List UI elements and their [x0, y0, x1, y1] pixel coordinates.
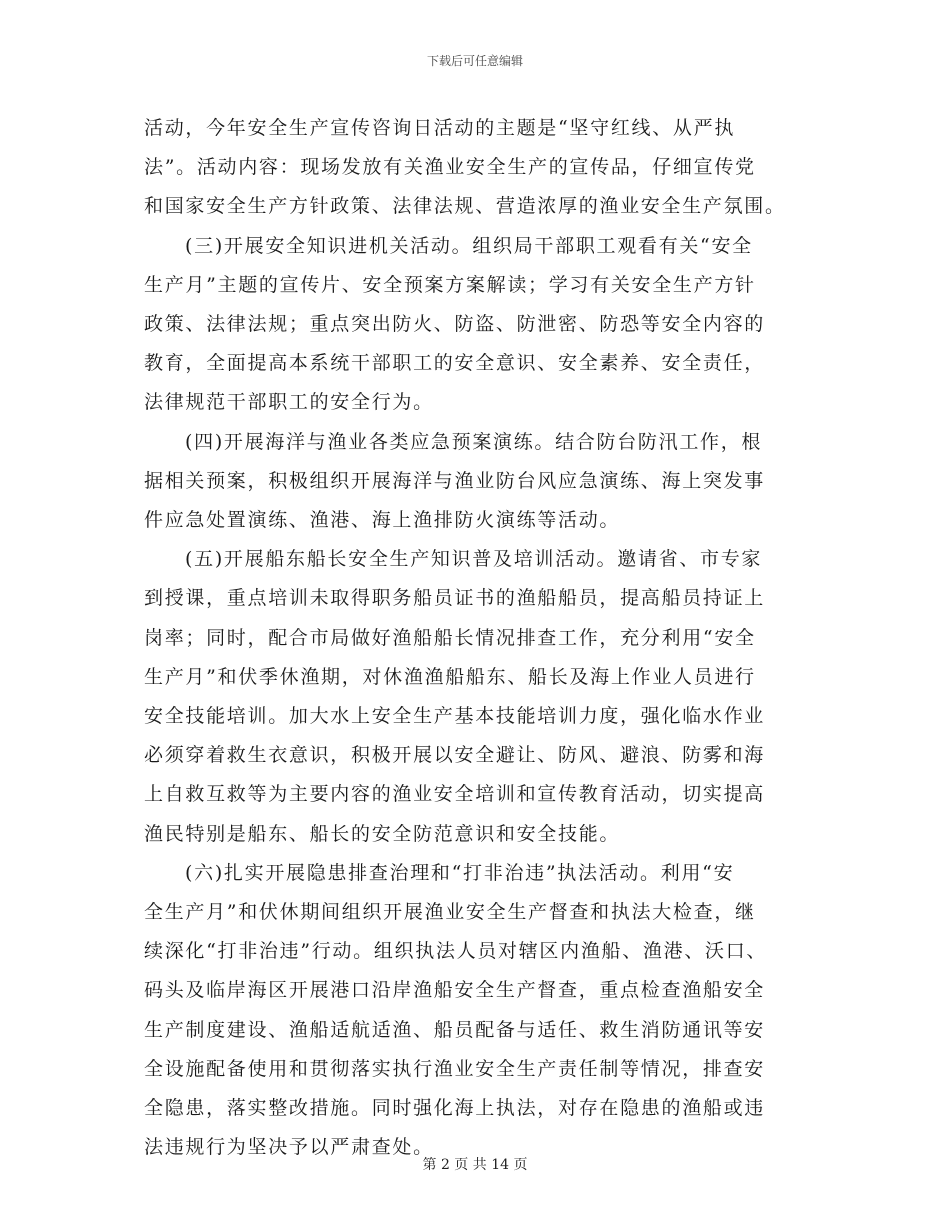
- text-line: 码头及临岸海区开展港口沿岸渔船安全生产督查，重点检查渔船安全: [144, 979, 766, 1002]
- text-line: 全生产月”和伏休期间组织开展渔业安全生产督查和执法大检查，继: [144, 901, 756, 924]
- text-line: 教育，全面提高本系统干部职工的安全意识、安全素养、安全责任，: [144, 352, 766, 375]
- text-line: 到授课，重点培训未取得职务船员证书的渔船船员，提高船员持证上: [144, 587, 766, 610]
- text-line: 岗率；同时，配合市局做好渔船船长情况排查工作，充分利用“安全: [144, 626, 756, 649]
- text-line: 和国家安全生产方针政策、法律法规、营造浓厚的渔业安全生产氛围。: [144, 195, 786, 218]
- text-line: (四)开展海洋与渔业各类应急预案演练。结合防台防汛工作，根: [185, 430, 763, 453]
- document-body: [144, 109, 808, 1167]
- text-line: 渔民特别是船东、船长的安全防范意识和安全技能。: [144, 822, 621, 845]
- text-line: (三)开展安全知识进机关活动。组织局干部职工观看有关“安全: [185, 234, 753, 257]
- text-line: 法违规行为坚决予以严肃查处。: [144, 1136, 434, 1159]
- text-line: (六)扎实开展隐患排查治理和“打非治违”执法活动。利用“安: [185, 861, 735, 884]
- text-line: 生产月”和伏季休渔期，对休渔渔船船东、船长及海上作业人员进行: [144, 665, 756, 688]
- text-line: 政策、法律法规；重点突出防火、防盗、防泄密、防恐等安全内容的: [144, 313, 766, 336]
- text-line: 活动，今年安全生产宣传咨询日活动的主题是“坚守红线、从严执: [144, 117, 736, 139]
- text-line: (五)开展船东船长安全生产知识普及培训活动。邀请省、市专家: [185, 548, 763, 571]
- page-header: 下载后可任意编辑: [426, 54, 523, 68]
- text-line: 据相关预案，积极组织开展海洋与渔业防台风应急演练、海上突发事: [144, 469, 766, 492]
- text-line: 生产月”主题的宣传片、安全预案方案解读；学习有关安全生产方针: [144, 273, 756, 296]
- text-line: 安全技能培训。加大水上安全生产基本技能培训力度，强化临水作业: [144, 705, 766, 728]
- text-line: 续深化“打非治违”行动。组织执法人员对辖区内渔船、渔港、沃口、: [144, 940, 768, 963]
- text-line: 件应急处置演练、渔港、海上渔排防火演练等活动。: [144, 509, 621, 532]
- text-line: 法”。活动内容：现场发放有关渔业安全生产的宣传品，仔细宣传党: [144, 156, 756, 179]
- text-line: 法律规范干部职工的安全行为。: [144, 391, 434, 414]
- text-line: 全隐患，落实整改措施。同时强化海上执法，对存在隐患的渔船或违: [144, 1097, 766, 1120]
- text-line: 全设施配备使用和贯彻落实执行渔业安全生产责任制等情况，排查安: [144, 1057, 766, 1080]
- text-line: 上自救互救等为主要内容的渔业安全培训和宣传教育活动，切实提高: [144, 783, 766, 806]
- text-line: 必须穿着救生衣意识，积极开展以安全避让、防风、避浪、防雾和海: [144, 744, 766, 767]
- text-line: 生产制度建设、渔船适航适渔、船员配备与适任、救生消防通讯等安: [144, 1018, 766, 1041]
- page-footer: 第 2 页 共 14 页: [422, 1157, 528, 1173]
